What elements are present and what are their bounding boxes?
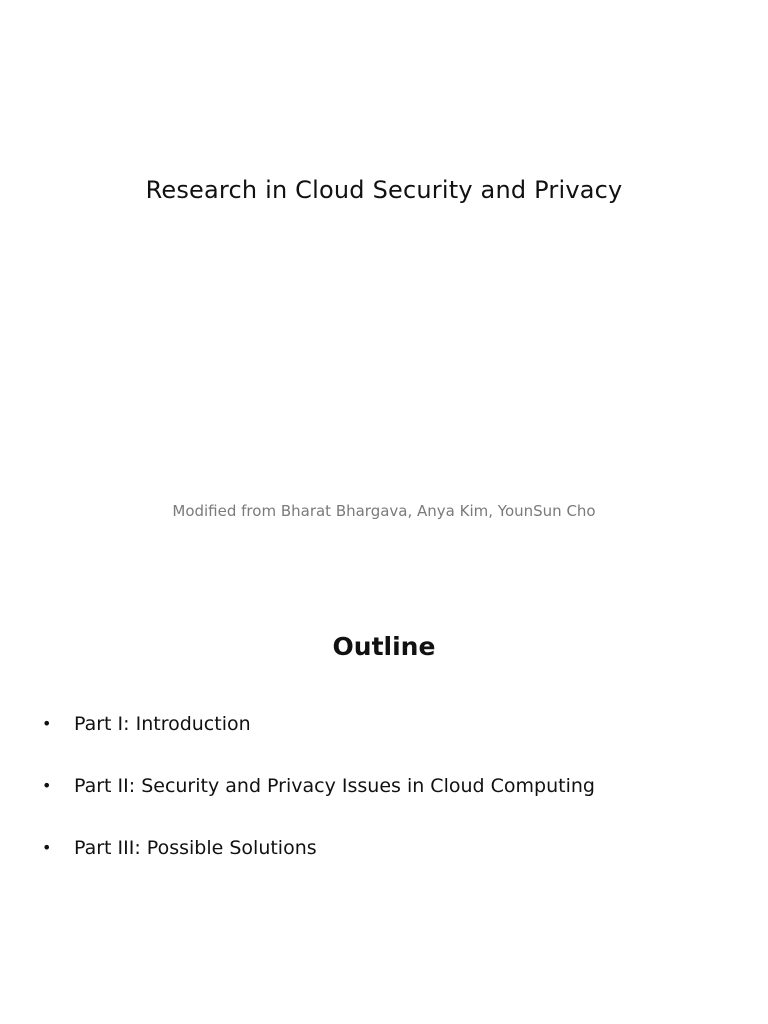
- outline-item-3: [40, 835, 595, 897]
- outline-item-2: [40, 773, 595, 835]
- bullet-icon: •: [42, 838, 52, 857]
- outline-item-1: [40, 711, 595, 773]
- outline-item-text: Part III: Possible Solutions: [74, 837, 317, 859]
- slide-subtitle: Modified from Bharat Bhargava, Anya Kim, YounSun Cho: [172, 502, 596, 520]
- outline-heading: Outline: [332, 632, 436, 661]
- slide-title: Research in Cloud Security and Privacy: [145, 176, 623, 204]
- bullet-icon: •: [42, 714, 52, 733]
- outline-item-text: Part I: Introduction: [74, 713, 251, 735]
- bullet-icon: •: [42, 776, 52, 795]
- outline-list: [40, 711, 595, 897]
- outline-item-text: Part II: Security and Privacy Issues in Cloud Computing: [74, 775, 595, 797]
- outline-slide: [0, 580, 768, 1024]
